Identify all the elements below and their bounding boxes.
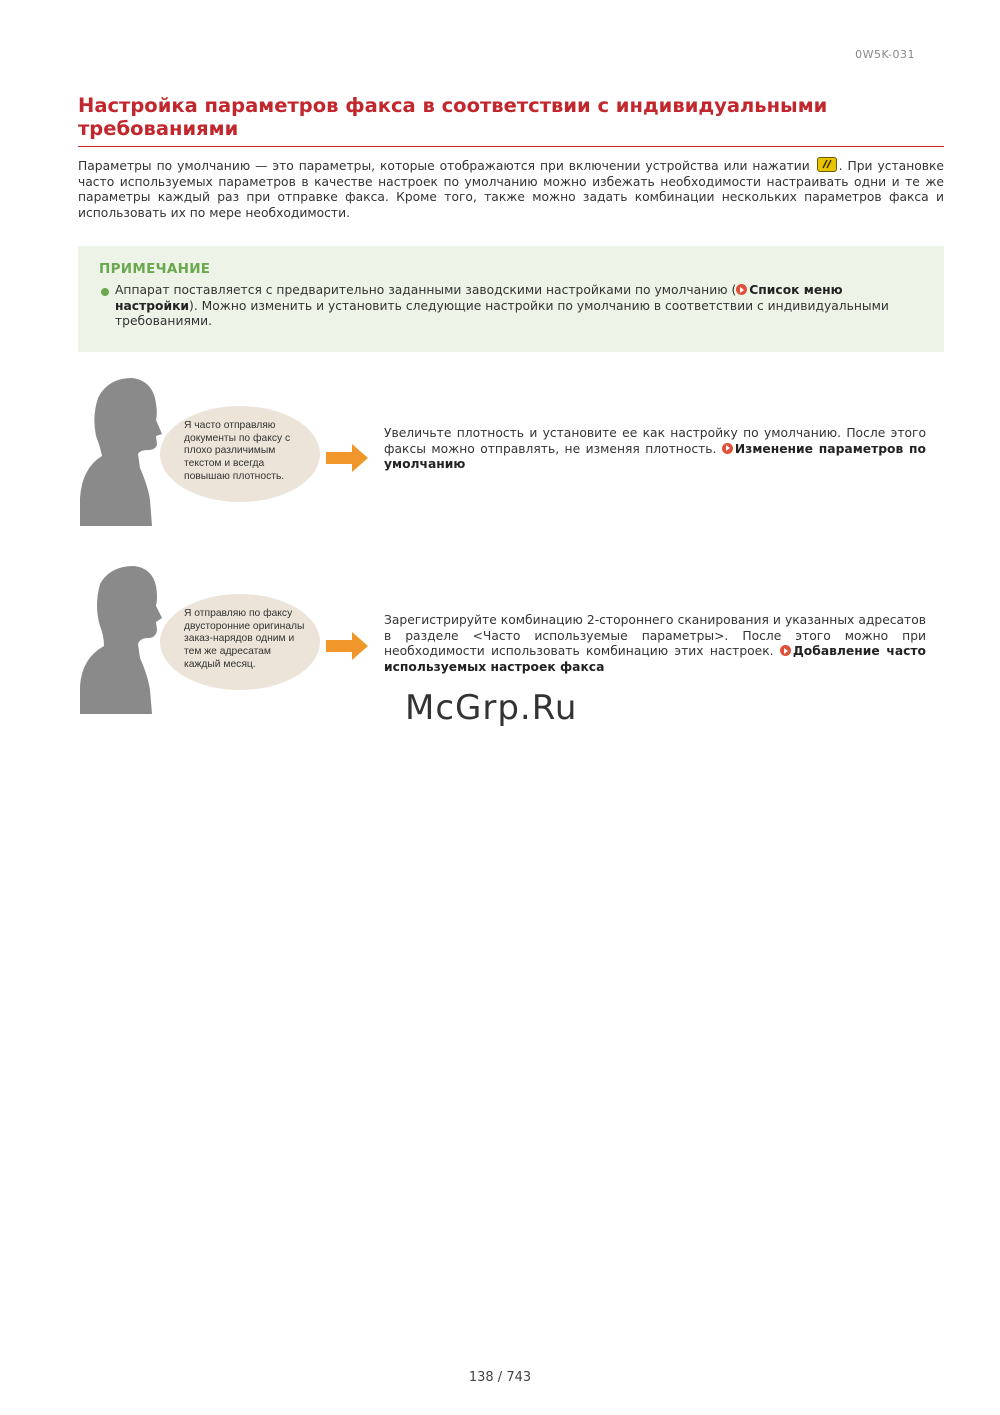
link-settings-menu-list[interactable]: Список меню настройки	[115, 283, 843, 313]
scenario-1-description: Увеличьте плотность и установите ее как настройку по умолчанию. После этого факсы можно отправлять, не изменяя плотность.	[384, 426, 926, 456]
speech-bubble-text: Я часто отправляю документы по факсу с плохо различимым текстом и всегда повышаю плотность.	[184, 420, 291, 482]
arrow-right-icon	[326, 444, 368, 472]
arrow-right-icon	[326, 632, 368, 660]
scenario-1-text	[384, 426, 926, 473]
person-silhouette-icon	[78, 376, 164, 526]
scenario-2-description: Зарегистрируйте комбинацию 2-стороннего сканирования и указанных адресатов в разделе <Часто используемые параметры>. После этого можно при необходимости использовать комбинацию этих настроек.	[384, 613, 926, 658]
speech-bubble-text: Я отправляю по факсу двусторонние оригиналы заказ-нарядов одним и тем же адресатам каждый месяц.	[184, 608, 305, 670]
scenario-1	[78, 376, 368, 526]
intro-paragraph	[78, 157, 944, 221]
scenario-2-text	[384, 613, 926, 675]
note-text-start: Аппарат поставляется с предварительно заданными заводскими настройками по умолчанию (	[115, 283, 737, 297]
link-arrow-icon	[736, 284, 747, 295]
link-arrow-icon	[780, 645, 791, 656]
scenario-2	[78, 564, 368, 714]
note-box	[78, 246, 944, 352]
intro-text-end: . При установке часто используемых параметров в качестве настроек по умолчанию можно избежать необходимости настраивать одни и те же параметры каждый раз при отправке факса. Кроме того, также можно задать комбинации нескольких параметров факса и использовать их по мере необходимости.	[78, 159, 944, 220]
bullet-icon	[101, 288, 109, 296]
link-change-defaults[interactable]: Изменение параметров по умолчанию	[384, 441, 926, 471]
reset-key-icon	[817, 157, 837, 172]
note-text-end: ). Можно изменить и установить следующие настройки по умолчанию в соответствии с индивидуальными требованиями.	[115, 298, 889, 328]
person-silhouette-icon	[78, 564, 164, 714]
note-heading: ПРИМЕЧАНИЕ	[99, 261, 211, 277]
note-item	[115, 283, 915, 330]
intro-text-start: Параметры по умолчанию — это параметры, которые отображаются при включении устройства или нажатии	[78, 159, 810, 173]
link-add-frequent-settings[interactable]: Добавление часто используемых настроек факса	[384, 644, 926, 674]
page-number: 138 / 743	[468, 1370, 532, 1385]
watermark: McGrp.Ru	[405, 688, 578, 728]
link-arrow-icon	[722, 443, 733, 454]
document-code: 0W5K-031	[855, 48, 915, 61]
page-title: Настройка параметров факса в соответствии с индивидуальными требованиями	[78, 94, 944, 147]
